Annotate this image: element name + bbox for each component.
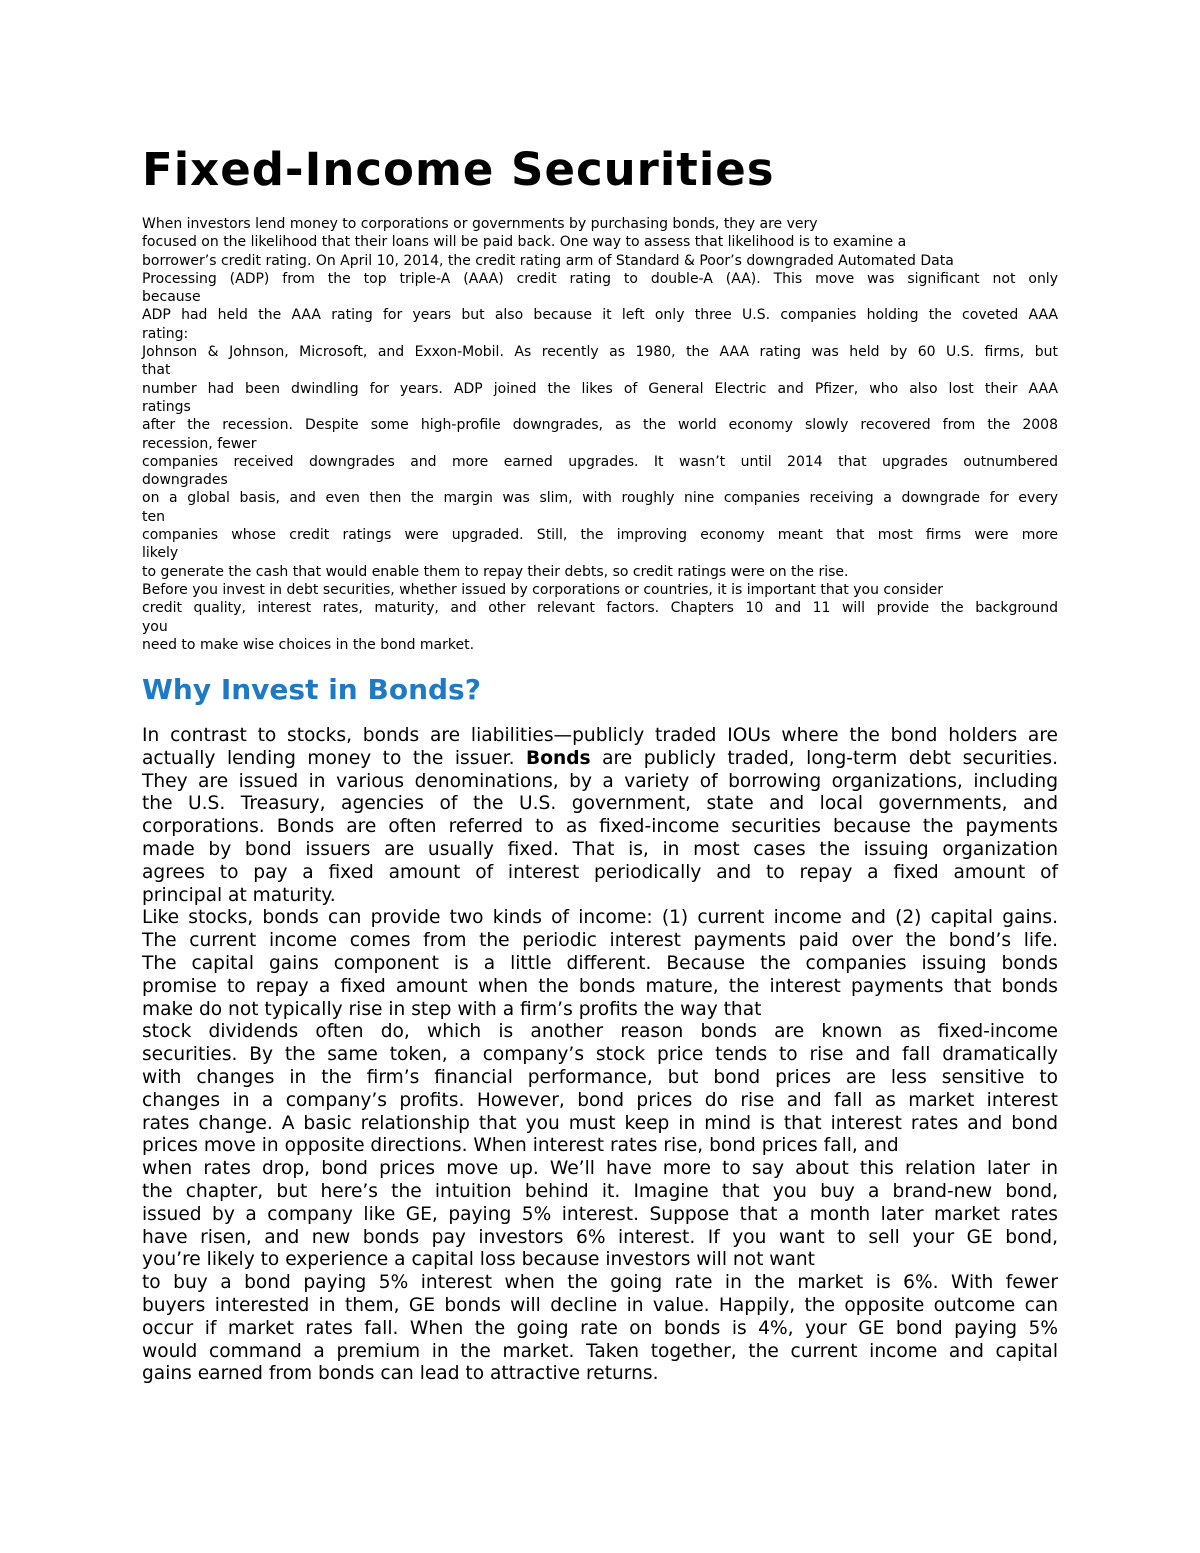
body-line: make do not typically rise in step with a firm’s profits the way that — [142, 998, 762, 1020]
body-line: you’re likely to experience a capital loss because investors will not want — [142, 1249, 815, 1271]
body-line: gains earned from bonds can lead to attractive returns. — [142, 1363, 659, 1385]
body-line: buyers interested in them, GE bonds will decline in value. Happily, the opposite outcome can — [142, 1294, 1058, 1316]
body-line: Like stocks, bonds can provide two kinds of income: (1) current income and (2) capital gains. — [142, 907, 1058, 929]
intro-line: Processing (ADP) from the top triple-A (AAA) credit rating to double-A (AA). This move was significant not only — [142, 270, 1058, 287]
intro-line: that — [142, 362, 171, 379]
intro-line: number had been dwindling for years. ADP joined the likes of General Electric and Pfizer, who also lost their AAA — [142, 380, 1058, 397]
page-title: Fixed-Income Securities — [142, 143, 775, 196]
body-line: made by bond issuers are usually fixed. That is, in most cases the issuing organization — [142, 838, 1058, 860]
body-text: are publicly traded, long-term debt securities. — [590, 747, 1059, 769]
body-line: In contrast to stocks, bonds are liabilities—publicly traded IOUs where the bond holders are — [142, 725, 1058, 746]
intro-line: borrower’s credit rating. On April 10, 2014, the credit rating arm of Standard & Poor’s downgraded Automated Data — [142, 252, 954, 269]
body-line: They are issued in various denominations, by a variety of borrowing organizations, including — [142, 770, 1058, 792]
body-line: have risen, and new bonds pay investors 6% interest. If you want to sell your GE bond, — [142, 1226, 1058, 1248]
body-line: to buy a bond paying 5% interest when the going rate in the market is 6%. With fewer — [142, 1272, 1058, 1294]
intro-line: need to make wise choices in the bond market. — [142, 636, 475, 653]
intro-line: Johnson & Johnson, Microsoft, and Exxon-Mobil. As recently as 1980, the AAA rating was held by 60 U.S. firms, but — [142, 344, 1058, 361]
intro-line: to generate the cash that would enable them to repay their debts, so credit ratings were on the rise. — [142, 563, 849, 580]
body-text: actually lending money to the issuer. — [142, 747, 527, 769]
intro-line: companies received downgrades and more earned upgrades. It wasn’t until 2014 that upgrades outnumbered — [142, 453, 1058, 470]
intro-line: on a global basis, and even then the margin was slim, with roughly nine companies receiving a downgrade for every — [142, 490, 1058, 507]
bold-term-bonds: Bonds — [526, 747, 591, 769]
body-line: the chapter, but here’s the intuition behind it. Imagine that you buy a brand-new bond, — [142, 1180, 1058, 1202]
intro-line: ten — [142, 508, 165, 525]
intro-line: ADP had held the AAA rating for years but also because it left only three U.S. companies holding the coveted AAA — [142, 307, 1058, 324]
section-heading: Why Invest in Bonds? — [142, 673, 481, 706]
body-line: occur if market rates fall. When the going rate on bonds is 4%, your GE bond paying 5% — [142, 1317, 1058, 1339]
body-line: corporations. Bonds are often referred to as fixed-income securities because the payments — [142, 816, 1058, 838]
body-line: The capital gains component is a little different. Because the companies issuing bonds — [142, 952, 1058, 974]
intro-line: ratings — [142, 398, 191, 415]
intro-line: rating: — [142, 325, 189, 342]
intro-line: companies whose credit ratings were upgraded. Still, the improving economy meant that most firms were more — [142, 527, 1058, 544]
body-line: changes in a company’s profits. However, bond prices do rise and fall as market interest — [142, 1089, 1058, 1111]
intro-line: because — [142, 289, 201, 306]
body-line: promise to repay a fixed amount when the bonds mature, the interest payments that bonds — [142, 975, 1058, 997]
body-line: securities. By the same token, a company’s stock price tends to rise and fall dramatically — [142, 1044, 1058, 1066]
body-line: when rates drop, bond prices move up. We’ll have more to say about this relation later in — [142, 1158, 1058, 1180]
body-line: The current income comes from the periodic interest payments paid over the bond’s life. — [142, 930, 1058, 952]
body-line: issued by a company like GE, paying 5% interest. Suppose that a month later market rates — [142, 1203, 1058, 1225]
body-line: the U.S. Treasury, agencies of the U.S. government, state and local governments, and — [142, 793, 1058, 815]
intro-line: recession, fewer — [142, 435, 257, 452]
intro-line: Before you invest in debt securities, whether issued by corporations or countries, it is important that you consider — [142, 581, 943, 598]
body-line: prices move in opposite directions. When interest rates rise, bond prices fall, and — [142, 1135, 899, 1157]
body-line: stock dividends often do, which is another reason bonds are known as fixed-income — [142, 1021, 1058, 1043]
intro-line: credit quality, interest rates, maturity, and other relevant factors. Chapters 10 and 11 will provide the background — [142, 600, 1058, 617]
intro-line: after the recession. Despite some high-profile downgrades, as the world economy slowly recovered from the 2008 — [142, 417, 1058, 434]
body-line: rates change. A basic relationship that you must keep in mind is that interest rates and bond — [142, 1112, 1058, 1134]
intro-line: you — [142, 618, 168, 635]
intro-line: focused on the likelihood that their loans will be paid back. One way to assess that likelihood is to examine a — [142, 234, 907, 251]
body-line: with changes in the firm’s financial performance, but bond prices are less sensitive to — [142, 1066, 1058, 1088]
intro-line: When investors lend money to corporations or governments by purchasing bonds, they are very — [142, 216, 818, 232]
body-paragraph — [142, 725, 1058, 1386]
body-line: principal at maturity. — [142, 884, 336, 906]
intro-paragraph — [142, 215, 1058, 654]
intro-line: downgrades — [142, 472, 228, 489]
body-line: agrees to pay a fixed amount of interest periodically and to repay a fixed amount of — [142, 861, 1058, 883]
body-line: would command a premium in the market. Taken together, the current income and capital — [142, 1340, 1058, 1362]
intro-line: likely — [142, 545, 179, 562]
body-line — [142, 748, 1058, 771]
